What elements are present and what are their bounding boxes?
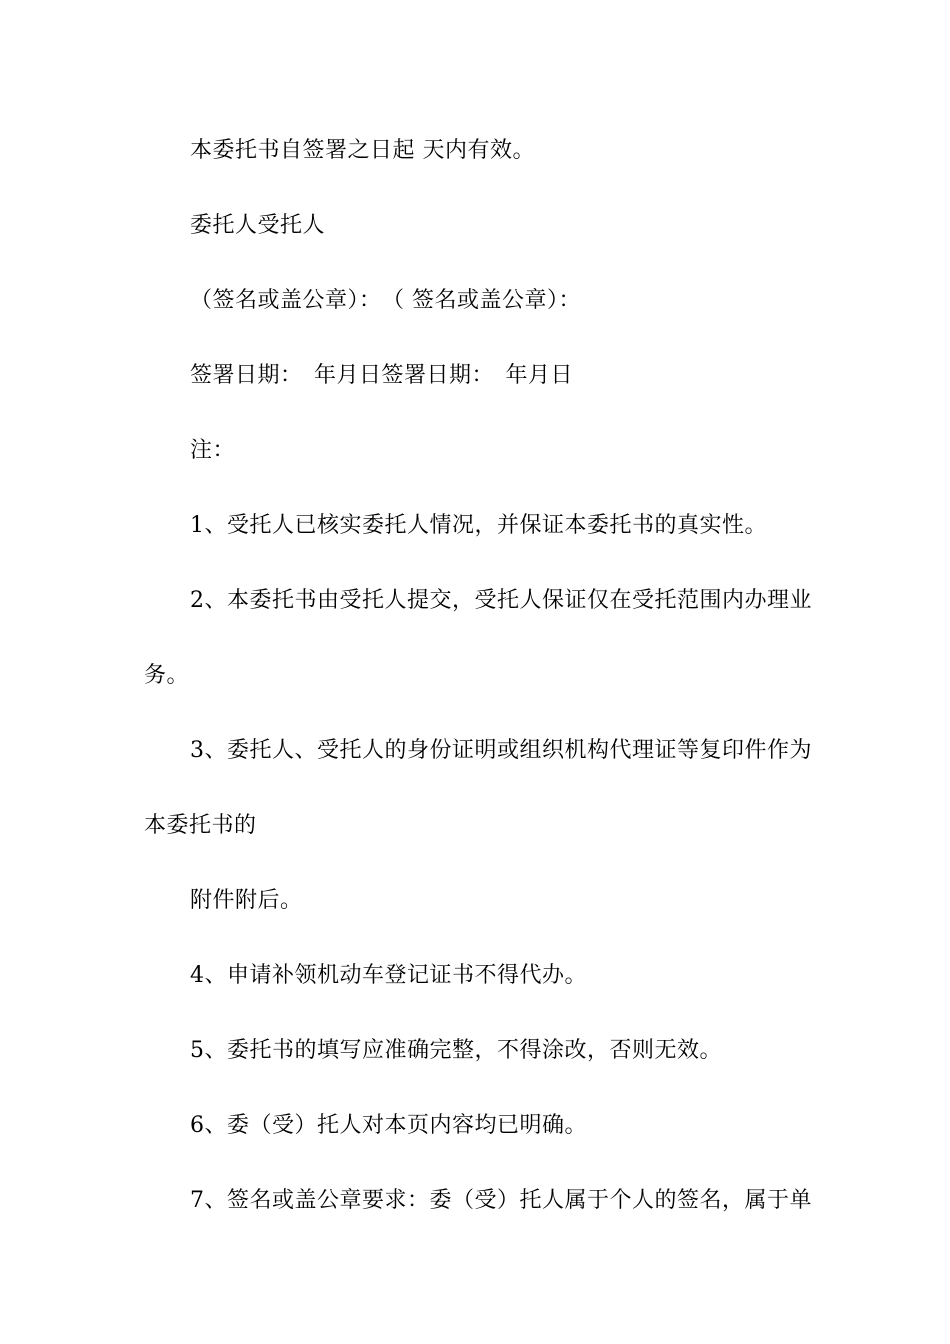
validity-line: 本委托书自签署之日起 天内有效。 [190, 138, 535, 163]
note-5: 5、委托书的填写应准确完整，不得涂改，否则无效。 [190, 1038, 722, 1063]
note-6: 6、委（受）托人对本页内容均已明确。 [190, 1113, 587, 1138]
note-2-continued: 务。 [144, 663, 190, 688]
note-1: 1、受托人已核实委托人情况，并保证本委托书的真实性。 [190, 513, 767, 538]
note-3-attachment: 附件附后。 [190, 888, 303, 913]
note-7: 7、签名或盖公章要求：委（受）托人属于个人的签名，属于单 [190, 1188, 812, 1213]
note-3-continued: 本委托书的 [144, 813, 257, 838]
note-3: 3、委托人、受托人的身份证明或组织机构代理证等复印件作为 [190, 738, 812, 763]
parties-heading: 委托人受托人 [190, 213, 326, 238]
note-2: 2、本委托书由受托人提交，受托人保证仅在受托范围内办理业 [190, 588, 812, 613]
signature-line: （签名或盖公章）： （ 签名或盖公章）： [190, 288, 581, 313]
note-4: 4、申请补领机动车登记证书不得代办。 [190, 963, 587, 988]
sign-date-line: 签署日期： 年月日签署日期： 年月日 [190, 363, 574, 388]
notes-heading: 注： [190, 438, 236, 463]
